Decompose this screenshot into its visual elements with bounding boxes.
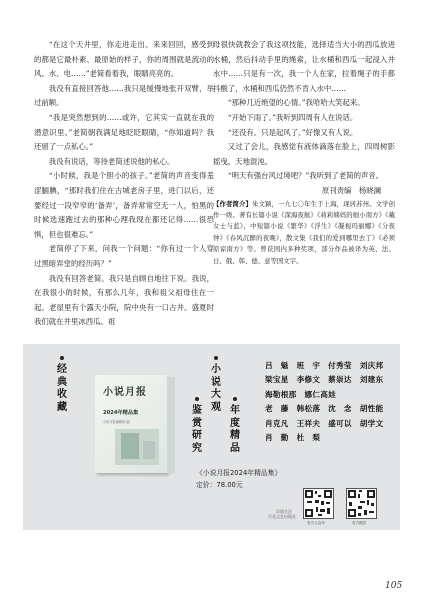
bullet-dot	[214, 356, 218, 360]
article-right-column	[213, 38, 395, 267]
author-bio-text: 朱文颖，一九七〇年生于上海，现居苏州。文学创作一级。著有长篇小说《深海夜航》《莉莉姨妈的细小南方》《戴女士与蓝》，中短篇小说《繁华》《浮生》《凝视玛丽娜》《分夜钟》《春风沉醉的夜晚》，散文集《我们的爱到哪里去了》《必须原谅南方》等。曾获国内多种奖项，部分作品被译为英、法、日、俄、韩、德、意等国文字。	[213, 199, 396, 265]
paragraph: 我没有说话，等待老简述说他的私心。	[48, 156, 175, 166]
page-number: 105	[385, 581, 403, 591]
paragraph: 我没有回答老简。我只是自顾自地往下说。我说，在我很小的时候，有那么几年，我和祖父祖母住在一起。老屋里有个露天小院，院中央有一口古井。盛夏时我们就在井里冰西瓜。祖	[34, 273, 214, 327]
book-caption	[196, 468, 281, 491]
qr-code-icon	[304, 489, 333, 518]
bullet-dot	[60, 356, 64, 360]
paragraph: 我没有直接回答他……我只是缓慢地张开双臂，举过前额。	[34, 83, 214, 108]
author-row: 肖克凡 王祥夫 盛可以 胡学文	[265, 418, 384, 428]
label-appreciate: 鉴赏研究	[192, 405, 202, 454]
paragraph: 老简停了下来，问我一个问题：“你有过一个人穿过黑暗弄堂的经历吗？”	[34, 244, 214, 268]
paragraph: “小时候，我是个胆小的孩子。”老简的声音变得羞涩腼腆，“那时我们住在古城老房子里，进门以后，还要经过一段窄窄的‘备弄’，备弄常常空无一人，怕黑的时候选速跑过去的那种心理我现在都还记得……很恐惧，但也很难忘。”	[34, 171, 214, 239]
paragraph: “明天有强台风过境吧？”我听到了老简的声音。	[227, 171, 384, 181]
qr-code-icon	[347, 489, 376, 518]
book-cover-image	[115, 429, 159, 465]
label-view: 小说大观	[211, 364, 221, 413]
author-bio-label: 【作者简介】	[213, 199, 253, 208]
editor-credit: 原刊责编 杨晓澜	[321, 185, 381, 195]
follow-note: 详情关注 百花文艺出版社：	[268, 509, 300, 520]
qr-code-official-shop	[346, 488, 377, 519]
paragraph: 又过了会儿，我感觉有液体滴落在脸上，四周树影摇曳，天地混沌。	[213, 142, 395, 166]
label-classic: 经典收藏	[57, 364, 67, 413]
paragraph: 母很快就教会了我这项技能，选择适当大小的西瓜放进水桶，然后抖动手里的绳索，让水桶和西瓜一起浸入井水中……只是有一次，我一个人在家，拉着绳子的手都抖酸了，水桶和西瓜仍然不肯入水中……	[213, 40, 395, 93]
book-price: 定价：78.00元	[196, 480, 243, 489]
book-title: 小说月报	[103, 387, 147, 398]
bullet-dot	[233, 397, 237, 401]
qr-code-official-account	[303, 488, 334, 519]
book-caption-title: 《小说月报2024年精品集》	[196, 469, 282, 477]
qr-label-official-account: 官方公众号	[307, 521, 325, 525]
paragraph: “在这个天井里，你走进走出、来来回回，感受到的都是它最朴素、最原始的样子，你的周围就是流动的风、水、电……”老简看着我，眼睛亮亮的。	[34, 40, 214, 79]
paragraph: “还没有。只是起风了。”好像又有人说。	[227, 127, 358, 137]
book-subtitle: 2024年精品集	[103, 410, 139, 416]
book-spine	[167, 377, 175, 473]
bullet-dot	[195, 397, 199, 401]
book-editor: 小说月报编辑部 编	[103, 420, 130, 424]
author-row: 肖 勤 杜 梨	[265, 433, 321, 443]
paragraph: “那种几近绝望的心情。”我哈哈大笑起来。	[227, 98, 365, 108]
author-row: 梁宝星 李修文 蔡崇达 刘建东	[265, 375, 384, 385]
author-bio	[213, 199, 395, 267]
qr-label-official-shop: 官方微店	[352, 521, 367, 525]
paragraph: “开始下雨了。”我听到四周有人在说话。	[227, 112, 358, 122]
author-row: 吕 魁 班 宇 付秀莹 刘庆邦	[265, 361, 384, 370]
article-left-column	[34, 38, 214, 330]
paragraph: “我是突然想到的……或许，它其实一直就在我的潜意识里。”老简朝我满足地眨眨眼睛，“你知道吗？我还留了一点私心。”	[34, 112, 214, 152]
author-list	[265, 359, 383, 445]
label-year: 年度精品	[230, 405, 240, 454]
author-row: 老 藤 韩松落 沈 念 胡性能	[265, 404, 384, 414]
author-row: 海勒根那 娜仁高娃	[265, 389, 337, 399]
book-cover	[95, 375, 167, 473]
